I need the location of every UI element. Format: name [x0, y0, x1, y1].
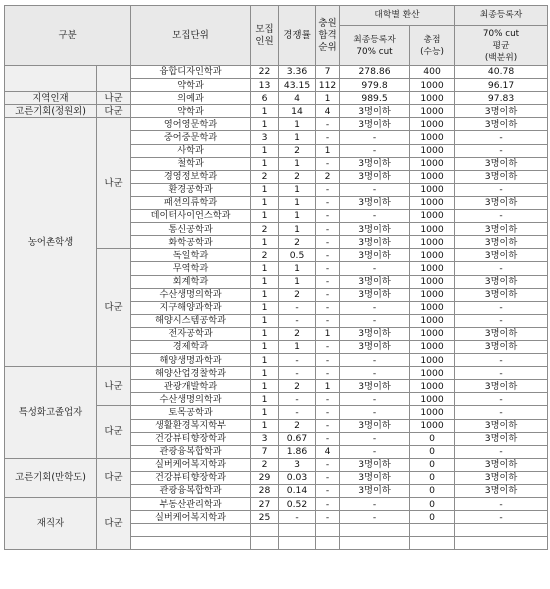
recruit-cell: 1 — [251, 275, 279, 288]
unit-cell: 해양생명과학과 — [131, 354, 251, 367]
extra-rank-cell: - — [316, 183, 340, 196]
unit-cell — [131, 537, 251, 550]
subgroup-cell: 다군 — [97, 249, 131, 367]
univ-total-cell — [410, 524, 455, 537]
unit-cell: 관광융복합학과 — [131, 445, 251, 458]
unit-cell: 해양시스템공학과 — [131, 314, 251, 327]
extra-rank-cell: - — [316, 131, 340, 144]
univ-total-cell: 1000 — [410, 249, 455, 262]
extra-rank-cell: - — [316, 262, 340, 275]
extra-rank-cell: 112 — [316, 79, 340, 92]
univ-total-cell: 1000 — [410, 393, 455, 406]
competition-cell: 1.86 — [279, 445, 316, 458]
univ-total-cell: 1000 — [410, 275, 455, 288]
univ-total-cell: 1000 — [410, 223, 455, 236]
final-reg-cell: 3명이하 — [455, 249, 548, 262]
final-reg-cell: - — [455, 393, 548, 406]
extra-rank-cell: - — [316, 340, 340, 353]
extra-rank-cell: 4 — [316, 105, 340, 118]
final-reg-cell: - — [455, 262, 548, 275]
unit-cell: 지구해양과학과 — [131, 301, 251, 314]
recruit-cell: 1 — [251, 183, 279, 196]
extra-rank-cell: - — [316, 432, 340, 445]
univ-total-cell: 0 — [410, 485, 455, 498]
recruit-cell: 28 — [251, 485, 279, 498]
header-unit: 모집단위 — [131, 6, 251, 66]
univ-final-cut-cell: 989.5 — [340, 92, 410, 105]
competition-cell: 1 — [279, 196, 316, 209]
univ-total-cell: 1000 — [410, 144, 455, 157]
competition-cell: 0.67 — [279, 432, 316, 445]
univ-total-cell — [410, 537, 455, 550]
unit-cell: 독일학과 — [131, 249, 251, 262]
univ-final-cut-cell: 3명이하 — [340, 236, 410, 249]
final-reg-cell: - — [455, 406, 548, 419]
unit-cell — [131, 524, 251, 537]
extra-rank-cell: - — [316, 210, 340, 223]
recruit-cell: 1 — [251, 118, 279, 131]
competition-cell: - — [279, 301, 316, 314]
header-univ-conv: 대학별 환산 — [340, 6, 455, 26]
competition-cell: - — [279, 511, 316, 524]
extra-rank-cell: - — [316, 301, 340, 314]
univ-final-cut-cell: 3명이하 — [340, 170, 410, 183]
unit-cell: 부동산관리학과 — [131, 498, 251, 511]
univ-final-cut-cell: 3명이하 — [340, 327, 410, 340]
univ-final-cut-cell: 3명이하 — [340, 105, 410, 118]
univ-total-cell: 1000 — [410, 340, 455, 353]
recruit-cell: 1 — [251, 327, 279, 340]
unit-cell: 실버케어복지학과 — [131, 511, 251, 524]
univ-total-cell: 1000 — [410, 301, 455, 314]
univ-final-cut-cell: 3명이하 — [340, 458, 410, 471]
recruit-cell: 1 — [251, 262, 279, 275]
extra-rank-cell: - — [316, 236, 340, 249]
univ-final-cut-cell: 278.86 — [340, 66, 410, 79]
competition-cell: 2 — [279, 144, 316, 157]
unit-cell: 중어중문학과 — [131, 131, 251, 144]
unit-cell: 수산생명의학과 — [131, 288, 251, 301]
univ-total-cell: 1000 — [410, 92, 455, 105]
recruit-cell: 1 — [251, 367, 279, 380]
competition-cell: 14 — [279, 105, 316, 118]
competition-cell: 0.52 — [279, 498, 316, 511]
extra-rank-cell: - — [316, 393, 340, 406]
recruit-cell: 1 — [251, 301, 279, 314]
competition-cell: 0.5 — [279, 249, 316, 262]
competition-cell: 1 — [279, 223, 316, 236]
univ-total-cell: 1000 — [410, 210, 455, 223]
recruit-cell: 3 — [251, 131, 279, 144]
competition-cell: 0.14 — [279, 485, 316, 498]
table-row — [5, 105, 548, 118]
final-reg-cell: - — [455, 144, 548, 157]
extra-rank-cell: - — [316, 367, 340, 380]
subgroup-cell: 다군 — [97, 458, 131, 497]
univ-total-cell: 1000 — [410, 170, 455, 183]
recruit-cell: 7 — [251, 445, 279, 458]
recruit-cell: 6 — [251, 92, 279, 105]
final-reg-cell: - — [455, 314, 548, 327]
univ-final-cut-cell: - — [340, 354, 410, 367]
unit-cell: 화학공학과 — [131, 236, 251, 249]
recruit-cell: 1 — [251, 210, 279, 223]
competition-cell: - — [279, 367, 316, 380]
univ-final-cut-cell: - — [340, 210, 410, 223]
unit-cell: 통신공학과 — [131, 223, 251, 236]
final-reg-cell: - — [455, 498, 548, 511]
recruit-cell: 13 — [251, 79, 279, 92]
recruit-cell: 2 — [251, 223, 279, 236]
unit-cell: 토목공학과 — [131, 406, 251, 419]
recruit-cell: 1 — [251, 354, 279, 367]
extra-rank-cell — [316, 524, 340, 537]
extra-rank-cell: - — [316, 288, 340, 301]
extra-rank-cell: 1 — [316, 327, 340, 340]
univ-total-cell: 1000 — [410, 196, 455, 209]
competition-cell: 2 — [279, 288, 316, 301]
competition-cell: 1 — [279, 275, 316, 288]
univ-final-cut-cell — [340, 524, 410, 537]
univ-final-cut-cell: 3명이하 — [340, 419, 410, 432]
final-reg-cell: - — [455, 210, 548, 223]
table-row — [5, 367, 548, 380]
subgroup-cell: 나군 — [97, 118, 131, 249]
group-cell: 지역인재 — [5, 92, 97, 105]
header-extra: 충원 합격 순위 — [316, 6, 340, 66]
univ-final-cut-cell: - — [340, 393, 410, 406]
competition-cell: 3 — [279, 458, 316, 471]
univ-final-cut-cell: 3명이하 — [340, 485, 410, 498]
unit-cell: 융합디자인학과 — [131, 66, 251, 79]
competition-cell: 1 — [279, 157, 316, 170]
extra-rank-cell: 2 — [316, 170, 340, 183]
final-reg-cell: - — [455, 301, 548, 314]
final-reg-cell — [455, 537, 548, 550]
competition-cell: 2 — [279, 236, 316, 249]
table-body — [5, 66, 548, 550]
final-reg-cell: 3명이하 — [455, 196, 548, 209]
unit-cell: 패션의류학과 — [131, 196, 251, 209]
univ-total-cell: 1000 — [410, 79, 455, 92]
header-competition: 경쟁률 — [279, 6, 316, 66]
recruit-cell: 2 — [251, 458, 279, 471]
competition-cell: - — [279, 393, 316, 406]
univ-final-cut-cell: 3명이하 — [340, 471, 410, 484]
univ-total-cell: 1000 — [410, 406, 455, 419]
recruit-cell: 1 — [251, 288, 279, 301]
final-reg-cell: 97.83 — [455, 92, 548, 105]
final-reg-cell: - — [455, 131, 548, 144]
univ-total-cell: 0 — [410, 458, 455, 471]
univ-total-cell: 0 — [410, 498, 455, 511]
unit-cell: 무역학과 — [131, 262, 251, 275]
unit-cell: 약학과 — [131, 105, 251, 118]
recruit-cell — [251, 524, 279, 537]
final-reg-cell: 3명이하 — [455, 327, 548, 340]
univ-total-cell: 0 — [410, 471, 455, 484]
univ-total-cell: 400 — [410, 66, 455, 79]
univ-final-cut-cell: - — [340, 262, 410, 275]
header-recruit: 모집 인원 — [251, 6, 279, 66]
extra-rank-cell — [316, 537, 340, 550]
unit-cell: 관광융복합학과 — [131, 485, 251, 498]
final-reg-cell: 3명이하 — [455, 419, 548, 432]
final-reg-cell: - — [455, 511, 548, 524]
univ-final-cut-cell: - — [340, 498, 410, 511]
recruit-cell: 1 — [251, 105, 279, 118]
final-reg-cell: 3명이하 — [455, 458, 548, 471]
competition-cell: 1 — [279, 210, 316, 223]
recruit-cell — [251, 537, 279, 550]
final-reg-cell: 3명이하 — [455, 485, 548, 498]
competition-cell: 1 — [279, 340, 316, 353]
unit-cell: 해양산업경찰학과 — [131, 367, 251, 380]
extra-rank-cell: 1 — [316, 92, 340, 105]
univ-total-cell: 1000 — [410, 327, 455, 340]
table-row — [5, 498, 548, 511]
extra-rank-cell: - — [316, 458, 340, 471]
group-cell: 고른기회(만학도) — [5, 458, 97, 497]
extra-rank-cell: - — [316, 511, 340, 524]
extra-rank-cell: - — [316, 157, 340, 170]
competition-cell — [279, 537, 316, 550]
univ-final-cut-cell: 979.8 — [340, 79, 410, 92]
univ-final-cut-cell: 3명이하 — [340, 340, 410, 353]
competition-cell: 2 — [279, 380, 316, 393]
unit-cell: 수산생명의학과 — [131, 393, 251, 406]
univ-total-cell: 1000 — [410, 314, 455, 327]
univ-total-cell: 1000 — [410, 380, 455, 393]
final-reg-cell: 3명이하 — [455, 170, 548, 183]
competition-cell: - — [279, 314, 316, 327]
recruit-cell: 2 — [251, 170, 279, 183]
unit-cell: 경제학과 — [131, 340, 251, 353]
table-row — [5, 458, 548, 471]
univ-total-cell: 1000 — [410, 118, 455, 131]
univ-final-cut-cell: - — [340, 131, 410, 144]
final-reg-cell: 3명이하 — [455, 223, 548, 236]
unit-cell: 환경공학과 — [131, 183, 251, 196]
final-reg-cell: 3명이하 — [455, 157, 548, 170]
unit-cell: 건강뷰티향장학과 — [131, 432, 251, 445]
final-reg-cell: 3명이하 — [455, 432, 548, 445]
recruit-cell: 2 — [251, 249, 279, 262]
subgroup-cell: 나군 — [97, 92, 131, 105]
group-cell: 농어촌학생 — [5, 118, 97, 367]
group-cell: 고른기회(정원외) — [5, 105, 97, 118]
univ-final-cut-cell: - — [340, 367, 410, 380]
header-final-reg: 최종등록자 — [455, 6, 548, 26]
univ-total-cell: 1000 — [410, 183, 455, 196]
header-univ-total: 총점 (수능) — [410, 26, 455, 66]
recruit-cell: 1 — [251, 380, 279, 393]
univ-total-cell: 0 — [410, 445, 455, 458]
unit-cell: 회계학과 — [131, 275, 251, 288]
header-gubun: 구분 — [5, 6, 131, 66]
univ-total-cell: 1000 — [410, 354, 455, 367]
recruit-cell: 22 — [251, 66, 279, 79]
table-header — [5, 6, 548, 66]
competition-cell: 2 — [279, 419, 316, 432]
competition-cell: 1 — [279, 118, 316, 131]
univ-total-cell: 1000 — [410, 157, 455, 170]
extra-rank-cell: 4 — [316, 445, 340, 458]
unit-cell: 전자공학과 — [131, 327, 251, 340]
extra-rank-cell: - — [316, 223, 340, 236]
unit-cell: 건강뷰티향장학과 — [131, 471, 251, 484]
competition-cell: - — [279, 406, 316, 419]
univ-final-cut-cell: 3명이하 — [340, 223, 410, 236]
subgroup-cell: 다군 — [97, 105, 131, 118]
unit-cell: 영어영문학과 — [131, 118, 251, 131]
univ-final-cut-cell: 3명이하 — [340, 249, 410, 262]
recruit-cell: 29 — [251, 471, 279, 484]
univ-final-cut-cell: 3명이하 — [340, 380, 410, 393]
univ-total-cell: 0 — [410, 432, 455, 445]
final-reg-cell: 3명이하 — [455, 275, 548, 288]
recruit-cell: 1 — [251, 236, 279, 249]
recruit-cell: 1 — [251, 406, 279, 419]
competition-cell: 1 — [279, 262, 316, 275]
final-reg-cell: 3명이하 — [455, 105, 548, 118]
recruit-cell: 1 — [251, 340, 279, 353]
competition-cell: 2 — [279, 327, 316, 340]
extra-rank-cell: 7 — [316, 66, 340, 79]
unit-cell: 실버케어복지학과 — [131, 458, 251, 471]
group-cell — [5, 66, 97, 92]
extra-rank-cell: - — [316, 485, 340, 498]
final-reg-cell: 3명이하 — [455, 471, 548, 484]
univ-final-cut-cell: - — [340, 432, 410, 445]
header-univ-final: 최종등록자 70% cut — [340, 26, 410, 66]
unit-cell: 철학과 — [131, 157, 251, 170]
recruit-cell: 1 — [251, 144, 279, 157]
competition-cell: - — [279, 354, 316, 367]
extra-rank-cell: - — [316, 419, 340, 432]
extra-rank-cell: - — [316, 275, 340, 288]
extra-rank-cell: 1 — [316, 144, 340, 157]
final-reg-cell: 3명이하 — [455, 288, 548, 301]
unit-cell: 약학과 — [131, 79, 251, 92]
final-reg-cell: - — [455, 354, 548, 367]
univ-final-cut-cell — [340, 537, 410, 550]
univ-final-cut-cell: 3명이하 — [340, 275, 410, 288]
final-reg-cell: - — [455, 367, 548, 380]
final-reg-cell: 3명이하 — [455, 236, 548, 249]
recruit-cell: 1 — [251, 196, 279, 209]
recruit-cell: 1 — [251, 419, 279, 432]
recruit-cell: 1 — [251, 157, 279, 170]
subgroup-cell: 나군 — [97, 367, 131, 406]
univ-final-cut-cell: - — [340, 183, 410, 196]
final-reg-cell: 3명이하 — [455, 340, 548, 353]
recruit-cell: 25 — [251, 511, 279, 524]
extra-rank-cell: - — [316, 471, 340, 484]
competition-cell: 1 — [279, 183, 316, 196]
group-cell: 특성화고졸업자 — [5, 367, 97, 459]
competition-cell: 0.03 — [279, 471, 316, 484]
unit-cell: 경영정보학과 — [131, 170, 251, 183]
unit-cell: 사학과 — [131, 144, 251, 157]
univ-final-cut-cell: 3명이하 — [340, 288, 410, 301]
univ-final-cut-cell: - — [340, 144, 410, 157]
admissions-table — [4, 5, 548, 550]
extra-rank-cell: - — [316, 249, 340, 262]
group-cell: 재직자 — [5, 498, 97, 550]
final-reg-cell: - — [455, 183, 548, 196]
competition-cell: 2 — [279, 170, 316, 183]
competition-cell: 4 — [279, 92, 316, 105]
univ-final-cut-cell: - — [340, 445, 410, 458]
final-reg-cell: 3명이하 — [455, 118, 548, 131]
subgroup-cell: 다군 — [97, 498, 131, 550]
final-reg-cell: 3명이하 — [455, 380, 548, 393]
recruit-cell: 1 — [251, 314, 279, 327]
extra-rank-cell: - — [316, 314, 340, 327]
header-final-sub: 70% cut 평균 (백분위) — [455, 26, 548, 66]
univ-final-cut-cell: 3명이하 — [340, 118, 410, 131]
recruit-cell: 3 — [251, 432, 279, 445]
extra-rank-cell: - — [316, 498, 340, 511]
univ-total-cell: 1000 — [410, 262, 455, 275]
final-reg-cell: - — [455, 445, 548, 458]
competition-cell: 43.15 — [279, 79, 316, 92]
extra-rank-cell: - — [316, 196, 340, 209]
extra-rank-cell: 1 — [316, 380, 340, 393]
univ-final-cut-cell: - — [340, 314, 410, 327]
final-reg-cell — [455, 524, 548, 537]
subgroup-cell: 다군 — [97, 406, 131, 458]
unit-cell: 관광개발학과 — [131, 380, 251, 393]
univ-final-cut-cell: - — [340, 511, 410, 524]
unit-cell: 데이터사이언스학과 — [131, 210, 251, 223]
final-reg-cell: 40.78 — [455, 66, 548, 79]
univ-total-cell: 1000 — [410, 419, 455, 432]
competition-cell: 3.36 — [279, 66, 316, 79]
extra-rank-cell: - — [316, 354, 340, 367]
subgroup-cell — [97, 66, 131, 92]
univ-final-cut-cell: - — [340, 301, 410, 314]
univ-final-cut-cell: 3명이하 — [340, 196, 410, 209]
unit-cell: 의예과 — [131, 92, 251, 105]
table-row — [5, 118, 548, 131]
table-row — [5, 92, 548, 105]
recruit-cell: 27 — [251, 498, 279, 511]
univ-final-cut-cell: 3명이하 — [340, 157, 410, 170]
table-row — [5, 66, 548, 79]
final-reg-cell: 96.17 — [455, 79, 548, 92]
univ-final-cut-cell: - — [340, 406, 410, 419]
univ-total-cell: 0 — [410, 511, 455, 524]
recruit-cell: 1 — [251, 393, 279, 406]
extra-rank-cell: - — [316, 406, 340, 419]
univ-total-cell: 1000 — [410, 288, 455, 301]
competition-cell: 1 — [279, 131, 316, 144]
univ-total-cell: 1000 — [410, 367, 455, 380]
extra-rank-cell: - — [316, 118, 340, 131]
univ-total-cell: 1000 — [410, 105, 455, 118]
unit-cell: 생활환경복지학부 — [131, 419, 251, 432]
univ-total-cell: 1000 — [410, 131, 455, 144]
competition-cell — [279, 524, 316, 537]
univ-total-cell: 1000 — [410, 236, 455, 249]
